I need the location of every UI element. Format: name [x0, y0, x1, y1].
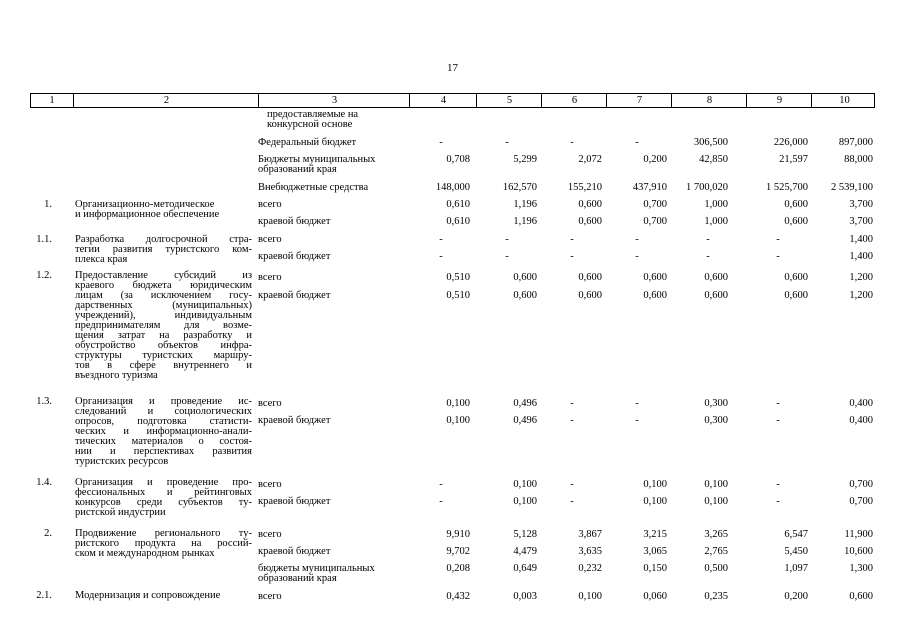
value-cell: 3,867: [578, 529, 602, 540]
value-cell: -: [776, 234, 780, 245]
value-cell: 0,200: [643, 154, 667, 165]
item-description-line: Разработка долгосрочной стра-: [75, 234, 252, 245]
column-header-3: 3: [258, 94, 410, 107]
item-description-line: структуры туристских маршру-: [75, 350, 252, 361]
value-cell: 0,150: [643, 563, 667, 574]
value-cell: 437,910: [632, 182, 667, 193]
value-cell: 1,200: [849, 290, 873, 301]
item-description-line: учреждений), индивидуальным: [75, 310, 252, 321]
item-description-line: конкурсов среди субъектов ту-: [75, 497, 252, 508]
funding-source-label: всего: [258, 272, 282, 283]
value-cell: 0,003: [513, 591, 537, 602]
value-cell: -: [570, 496, 574, 507]
item-description-line: обустройство объектов инфра-: [75, 340, 252, 351]
value-cell: 0,300: [704, 415, 728, 426]
value-cell: 0,208: [446, 563, 470, 574]
value-cell: 88,000: [844, 154, 873, 165]
page-number: 17: [447, 62, 458, 74]
item-index: 1.3.: [36, 396, 52, 407]
value-cell: 0,400: [849, 415, 873, 426]
item-description-line: ристского продукта на россий-: [75, 538, 252, 549]
value-cell: 0,100: [446, 415, 470, 426]
funding-source-label: краевой бюджет: [258, 415, 331, 426]
funding-source-label: бюджеты муниципальных: [258, 563, 375, 574]
value-cell: 6,547: [784, 529, 808, 540]
column-header-6: 6: [541, 94, 607, 107]
value-cell: 0,600: [578, 216, 602, 227]
value-cell: -: [706, 234, 710, 245]
item-description-line: Организация и проведение ис-: [75, 396, 252, 407]
item-description-line: опросов, подготовка статисти-: [75, 416, 252, 427]
funding-source-label: краевой бюджет: [258, 251, 331, 262]
column-header-5: 5: [476, 94, 542, 107]
value-cell: 5,128: [513, 529, 537, 540]
value-cell: 1,300: [849, 563, 873, 574]
value-cell: 0,200: [784, 591, 808, 602]
funding-source-label: всего: [258, 234, 282, 245]
item-description-line: фессиональных и рейтинговых: [75, 487, 252, 498]
value-cell: 0,100: [643, 496, 667, 507]
value-cell: 0,600: [704, 290, 728, 301]
item-description-line: плекса края: [75, 254, 128, 265]
value-cell: -: [635, 137, 639, 148]
value-cell: 1,196: [513, 199, 537, 210]
value-cell: 0,600: [578, 290, 602, 301]
value-cell: 0,510: [446, 272, 470, 283]
funding-source-label: краевой бюджет: [258, 496, 331, 507]
value-cell: -: [776, 251, 780, 262]
funding-source-label: краевой бюджет: [258, 290, 331, 301]
value-cell: 0,600: [849, 591, 873, 602]
item-index: 2.: [44, 528, 52, 539]
item-description-line: щения затрат на разработку и: [75, 330, 252, 341]
item-description-line: Продвижение регионального ту-: [75, 528, 252, 539]
funding-source-label: всего: [258, 529, 282, 540]
value-cell: 0,600: [643, 272, 667, 283]
value-cell: 0,700: [643, 199, 667, 210]
value-cell: 0,700: [849, 479, 873, 490]
value-cell: 0,700: [849, 496, 873, 507]
value-cell: 1,200: [849, 272, 873, 283]
value-cell: 1,196: [513, 216, 537, 227]
value-cell: 0,600: [643, 290, 667, 301]
item-description-line: ческих и информационно-анали-: [75, 426, 252, 437]
item-description-line: нии и перспективах развития: [75, 446, 252, 457]
value-cell: -: [570, 479, 574, 490]
value-cell: -: [570, 234, 574, 245]
value-cell: -: [635, 398, 639, 409]
value-cell: 0,600: [704, 272, 728, 283]
value-cell: 0,500: [704, 563, 728, 574]
value-cell: 3,635: [578, 546, 602, 557]
item-description-line: въездного туризма: [75, 370, 158, 381]
value-cell: 148,000: [435, 182, 470, 193]
item-description-line: туристских ресурсов: [75, 456, 169, 467]
funding-source-label: образований края: [258, 164, 337, 175]
funding-source-label: Федеральный бюджет: [258, 137, 357, 148]
value-cell: -: [706, 251, 710, 262]
column-header-9: 9: [746, 94, 812, 107]
value-cell: 1 525,700: [766, 182, 808, 193]
funding-source-label: всего: [258, 591, 282, 602]
item-description-line: Организация и проведение про-: [75, 477, 252, 488]
item-description-line: краевого бюджета юридическим: [75, 280, 252, 291]
value-cell: 3,065: [643, 546, 667, 557]
value-cell: 5,299: [513, 154, 537, 165]
funding-source-label: Внебюджетные средства: [258, 182, 369, 193]
value-cell: 0,649: [513, 563, 537, 574]
continuation-line: предоставляемые на: [267, 109, 359, 120]
value-cell: 0,510: [446, 290, 470, 301]
item-description-line: Предоставление субсидий из: [75, 270, 252, 281]
value-cell: 2 539,100: [831, 182, 873, 193]
value-cell: 306,500: [693, 137, 728, 148]
funding-source-label: краевой бюджет: [258, 216, 331, 227]
value-cell: 1,097: [784, 563, 808, 574]
column-header-1: 1: [49, 95, 55, 106]
value-cell: 0,300: [704, 398, 728, 409]
funding-source-label: Бюджеты муниципальных: [258, 154, 376, 165]
value-cell: 42,850: [699, 154, 728, 165]
continuation-line: конкурсной основе: [267, 119, 353, 130]
value-cell: 0,400: [849, 398, 873, 409]
column-header-7: 7: [606, 94, 672, 107]
column-header-10: 10: [811, 94, 877, 107]
value-cell: 10,600: [844, 546, 873, 557]
item-description-line: следований и социологических: [75, 406, 252, 417]
value-cell: -: [635, 415, 639, 426]
funding-source-label: образований края: [258, 573, 337, 584]
value-cell: 0,600: [784, 199, 808, 210]
value-cell: 0,100: [643, 479, 667, 490]
value-cell: 21,597: [779, 154, 808, 165]
item-index: 2.1.: [36, 590, 52, 601]
value-cell: 0,100: [704, 479, 728, 490]
item-description-line: предпринимателям для возме-: [75, 320, 252, 331]
value-cell: -: [439, 234, 443, 245]
funding-source-label: всего: [258, 398, 282, 409]
value-cell: -: [439, 251, 443, 262]
value-cell: -: [776, 479, 780, 490]
value-cell: -: [505, 137, 509, 148]
value-cell: 226,000: [773, 137, 808, 148]
item-description-line: ском и международном рынках: [75, 548, 215, 559]
value-cell: 0,600: [578, 199, 602, 210]
value-cell: 0,496: [513, 415, 537, 426]
value-cell: -: [776, 496, 780, 507]
value-cell: 1,400: [849, 251, 873, 262]
column-header-8: 8: [671, 94, 747, 107]
value-cell: 0,610: [446, 216, 470, 227]
value-cell: 3,700: [849, 216, 873, 227]
value-cell: 2,765: [704, 546, 728, 557]
item-description-line: дарственных (муниципальных): [75, 300, 252, 311]
value-cell: 0,600: [513, 290, 537, 301]
item-description-line: Модернизация и сопровождение: [75, 590, 221, 601]
item-description-line: тегии развития туристского ком-: [75, 244, 252, 255]
funding-source-label: краевой бюджет: [258, 546, 331, 557]
item-index: 1.1.: [36, 234, 52, 245]
value-cell: 0,600: [578, 272, 602, 283]
value-cell: 0,600: [784, 272, 808, 283]
funding-source-label: всего: [258, 479, 282, 490]
item-description-line: Организационно-методическое: [75, 199, 215, 210]
item-description-line: и информационное обеспечение: [75, 209, 220, 220]
value-cell: -: [570, 251, 574, 262]
item-index: 1.: [44, 199, 52, 210]
value-cell: 9,702: [446, 546, 470, 557]
value-cell: 897,000: [838, 137, 873, 148]
value-cell: -: [776, 415, 780, 426]
value-cell: -: [776, 398, 780, 409]
value-cell: 0,600: [784, 216, 808, 227]
value-cell: 0,708: [446, 154, 470, 165]
value-cell: 1,000: [704, 199, 728, 210]
value-cell: 4,479: [513, 546, 537, 557]
item-index: 1.4.: [36, 477, 52, 488]
value-cell: 1,000: [704, 216, 728, 227]
column-header-4: 4: [409, 94, 477, 107]
value-cell: 0,610: [446, 199, 470, 210]
value-cell: -: [505, 234, 509, 245]
item-description-line: лицам (за исключением госу-: [75, 290, 252, 301]
value-cell: 0,100: [578, 591, 602, 602]
value-cell: 0,496: [513, 398, 537, 409]
table-header: [30, 93, 875, 108]
value-cell: -: [570, 137, 574, 148]
value-cell: -: [505, 251, 509, 262]
value-cell: 3,265: [704, 529, 728, 540]
value-cell: 1 700,020: [686, 182, 728, 193]
value-cell: 3,215: [643, 529, 667, 540]
item-description-line: тов в сфере внутреннего и: [75, 360, 252, 371]
value-cell: 5,450: [784, 546, 808, 557]
value-cell: 0,100: [513, 496, 537, 507]
value-cell: 9,910: [446, 529, 470, 540]
value-cell: 0,235: [704, 591, 728, 602]
value-cell: 1,400: [849, 234, 873, 245]
value-cell: 0,060: [643, 591, 667, 602]
value-cell: 0,432: [446, 591, 470, 602]
value-cell: 0,600: [784, 290, 808, 301]
value-cell: -: [570, 398, 574, 409]
value-cell: 3,700: [849, 199, 873, 210]
value-cell: 0,100: [704, 496, 728, 507]
value-cell: -: [439, 137, 443, 148]
value-cell: 0,700: [643, 216, 667, 227]
value-cell: -: [439, 496, 443, 507]
column-header-2: 2: [73, 94, 259, 107]
item-description-line: тических материалов о состоя-: [75, 436, 252, 447]
value-cell: -: [635, 251, 639, 262]
value-cell: -: [635, 234, 639, 245]
value-cell: 11,900: [844, 529, 873, 540]
value-cell: 0,100: [446, 398, 470, 409]
funding-source-label: всего: [258, 199, 282, 210]
value-cell: 162,570: [502, 182, 537, 193]
value-cell: 155,210: [567, 182, 602, 193]
value-cell: -: [439, 479, 443, 490]
value-cell: -: [570, 415, 574, 426]
item-index: 1.2.: [36, 270, 52, 281]
value-cell: 0,600: [513, 272, 537, 283]
item-description-line: ристской индустрии: [75, 507, 166, 518]
value-cell: 2,072: [578, 154, 602, 165]
value-cell: 0,232: [578, 563, 602, 574]
value-cell: 0,100: [513, 479, 537, 490]
